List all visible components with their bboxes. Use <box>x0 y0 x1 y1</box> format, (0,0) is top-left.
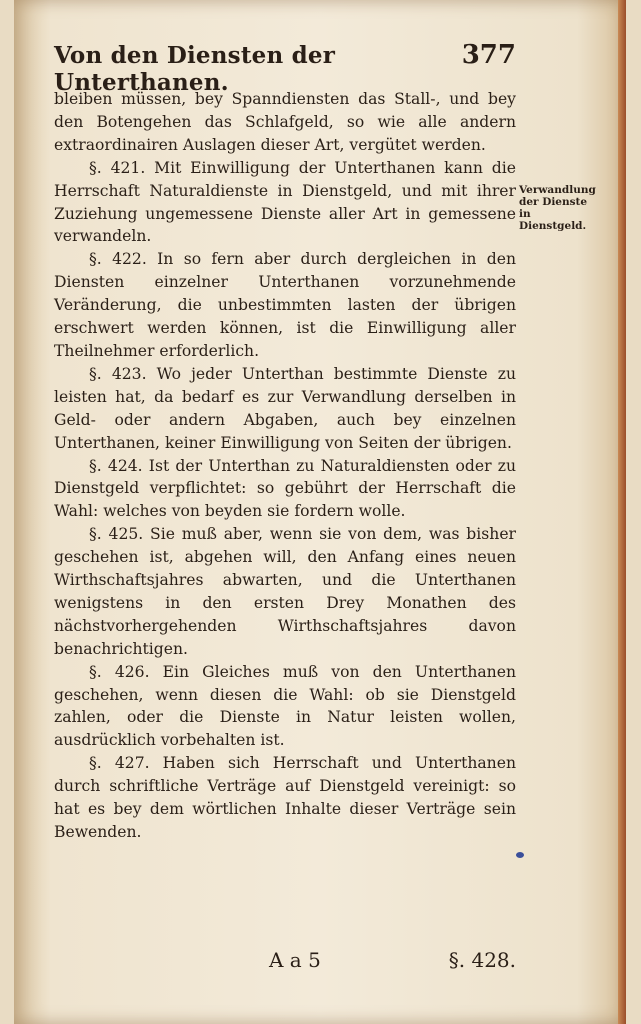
paragraph-continuation: bleiben müssen, bey Spanndiensten das Stall-, und bey den Botengehen das Schlafgeld, so wie alle andern extraordinairen Auslagen dieser Art, vergütet werden. <box>54 90 516 154</box>
page-number: 377 <box>461 40 516 70</box>
page-footer <box>54 948 516 976</box>
paragraph-426: §. 426. Ein Gleiches muß von den Unterthanen geschehen, wenn diesen die Wahl: ob sie Dienstgeld zahlen, oder die Dienste in Natur leisten wollen, ausdrücklich vorbehalten ist. <box>54 662 516 750</box>
paragraph-427: §. 427. Haben sich Herrschaft und Unterthanen durch schriftliche Verträge auf Dienstgeld vereinigt: so hat es bey dem wörtlichen Inhalte dieser Verträge sein Bewenden. <box>54 754 516 841</box>
paragraph-423: §. 423. Wo jeder Unterthan bestimmte Dienste zu leisten hat, da bedarf es zur Verwandlung derselben in Geld- oder andern Abgaben, auch bey einzelnen Unterthanen, keiner Einwilligung von Seiten der übrigen. <box>54 364 516 452</box>
paragraph-424: §. 424. Ist der Unterthan zu Naturaldiensten oder zu Dienstgeld verpflichtet: so gebührt der Herrschaft die Wahl: welches von beyden sie fordern wolle. <box>54 456 516 521</box>
paragraph-421: §. 421. Mit Einwilligung der Unterthanen kann die Herrschaft Naturaldienste in Dienstgeld, und mit ihrer Zuziehung ungemessene Dienste aller Art in gemessene verwandeln. <box>54 158 516 246</box>
paragraph-422: §. 422. In so fern aber durch dergleichen in den Diensten einzelner Unterthanen vorzunehmende Veränderung, die unbestimmten lasten der übrigen erschwert werden können, ist die Einwilligung aller Theilnehmer erforderlich. <box>54 250 516 360</box>
paragraph-425: §. 425. Sie muß aber, wenn sie von dem, was bisher geschehen ist, abgehen will, den Anfang eines neuen Wirthschaftsjahres abwarten, und die Unterthanen wenigstens in den ersten Drey Monathen des nächstvorhergehenden Wirthschaftsjahres davon benachrichtigen. <box>54 525 516 658</box>
catchword: §. 428. <box>448 948 516 972</box>
running-title: Von den Diensten der Unterthanen. <box>54 42 336 96</box>
running-header <box>54 40 516 96</box>
page-body <box>54 88 516 844</box>
margin-note: Verwandlung der Dienste in Dienstgeld. <box>519 184 596 232</box>
printer-signature: A a 5 <box>269 948 321 972</box>
book-page <box>14 0 626 1024</box>
page-edge <box>618 0 626 1024</box>
ink-mark <box>516 852 524 858</box>
